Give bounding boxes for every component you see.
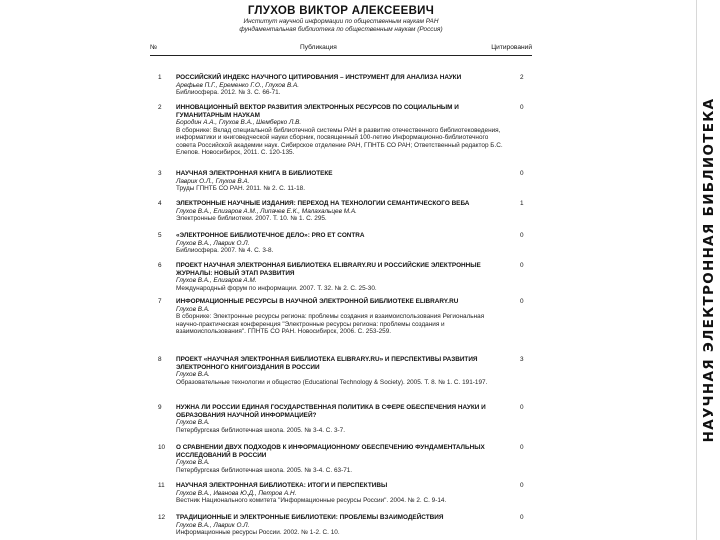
entry-authors: Арефьев П.Г., Еременко Г.О., Глухов В.А. bbox=[176, 81, 300, 89]
entry-citations: 0 bbox=[520, 232, 524, 239]
entry-number: 10 bbox=[158, 444, 166, 451]
entry-title[interactable]: НАУЧНАЯ ЭЛЕКТРОННАЯ БИБЛИОТЕКА: ИТОГИ И ПЕРСПЕКТИВЫ bbox=[176, 482, 388, 489]
entry-title[interactable]: ТРАДИЦИОННЫЕ И ЭЛЕКТРОННЫЕ БИБЛИОТЕКИ: ПРОБЛЕМЫ ВЗАИМОДЕЙСТВИЯ bbox=[176, 514, 444, 521]
side-banner-title: НАУЧНАЯ ЭЛЕКТРОННАЯ БИБЛИОТЕКА bbox=[701, 97, 717, 443]
entry-authors: Глухов В.А. bbox=[176, 419, 210, 426]
entry-number: 6 bbox=[158, 262, 162, 269]
entry-number: 4 bbox=[158, 200, 162, 207]
entry-authors: Глухов В.А., Елизаров А.М., Липачев Е.К., Малахальцев М.А. bbox=[176, 207, 357, 215]
entry-title[interactable]: НАУЧНАЯ ЭЛЕКТРОННАЯ КНИГА В БИБЛИОТЕКЕ bbox=[176, 170, 333, 177]
publication-list bbox=[150, 4, 532, 56]
table-header bbox=[150, 43, 532, 56]
entry-number: 9 bbox=[158, 404, 162, 411]
affiliation-line-1: Институт научной информации по общественным наукам РАН bbox=[243, 18, 439, 25]
entry-number: 7 bbox=[158, 298, 162, 305]
side-banner bbox=[696, 0, 720, 540]
entry-title[interactable]: ПРОЕКТ «НАУЧНАЯ ЭЛЕКТРОННАЯ БИБЛИОТЕКА ELIBRARY.RU» И ПЕРСПЕКТИВЫ РАЗВИТИЯ ЭЛЕКТРОННОГО КНИГОИЗДАНИЯ В РОССИИ bbox=[176, 356, 478, 371]
entry-authors: Глухов В.А. bbox=[176, 459, 210, 466]
entry-authors: Глухов В.А., Елизаров А.М. bbox=[176, 277, 257, 284]
entry-citations: 1 bbox=[520, 200, 524, 207]
affiliation-line-2: фундаментальная библиотека по общественным наукам (Россия) bbox=[239, 26, 443, 33]
entry-source: Библиосфера. 2007. № 4. С. 3-8. bbox=[176, 247, 274, 254]
entry-source: Труды ГПНТБ СО РАН. 2011. № 2. С. 11-18. bbox=[176, 185, 305, 192]
entry-source: Информационные ресурсы России. 2002. № 1-2. С. 10. bbox=[176, 529, 340, 536]
entry-source: Международный форум по информации. 2007. Т. 32. № 2. С. 25-30. bbox=[176, 284, 377, 292]
entry-title[interactable]: О СРАВНЕНИИ ДВУХ ПОДХОДОВ К ИНФОРМАЦИОННОМУ ОБЕСПЕЧЕНИЮ ФУНДАМЕНТАЛЬНЫХ ИССЛЕДОВАНИЙ В РОССИИ bbox=[176, 444, 485, 459]
entry-title[interactable]: РОССИЙСКИЙ ИНДЕКС НАУЧНОГО ЦИТИРОВАНИЯ – ИНСТРУМЕНТ ДЛЯ АНАЛИЗА НАУКИ bbox=[176, 74, 462, 81]
entry-source: Библиосфера. 2012. № 3. С. 66-71. bbox=[176, 89, 281, 96]
entry-number: 11 bbox=[158, 482, 165, 489]
entry-source: В сборнике: Электронные ресурсы региона: проблемы создания и взаимоиспользования Региональная научно-практическая конференция "Электронные ресурсы региона: проблемы создания и взаимоиспользования". ГПНТБ СО РАН. Новосибирск, 2006. С. 253-259. bbox=[176, 313, 485, 335]
entry-source: Петербургская библиотечная школа. 2005. № 3-4. С. 63-71. bbox=[176, 466, 353, 474]
entry-citations: 0 bbox=[520, 404, 524, 411]
entry-source: В сборнике: Вклад специальной библиотечной системы РАН в развитие отечественного библиотековедения, информатики и книговедческой науки сборник, посвященный 100-летию Информационно-библиотечного совета Российской академии наук. Сибирское отделение РАН, ГПНТБ СО РАН; Ответственный редактор Б.С. Елепов. Новосибирск, 2011. С. 120-135. bbox=[176, 126, 503, 156]
column-number: № bbox=[150, 44, 158, 51]
entry-number: 12 bbox=[158, 514, 166, 521]
entry-title[interactable]: ПРОЕКТ НАУЧНАЯ ЭЛЕКТРОННАЯ БИБЛИОТЕКА ELIBRARY.RU И РОССИЙСКИЕ ЭЛЕКТРОННЫЕ ЖУРНАЛЫ: НОВЫЙ ЭТАП РАЗВИТИЯ bbox=[176, 262, 481, 277]
entry-citations: 0 bbox=[520, 262, 524, 269]
entry-number: 8 bbox=[158, 356, 162, 363]
entry-authors: Глухов В.А., Лаврик О.Л. bbox=[176, 521, 250, 529]
entry-title[interactable]: ИННОВАЦИОННЫЙ ВЕКТОР РАЗВИТИЯ ЭЛЕКТРОННЫХ РЕСУРСОВ ПО СОЦИАЛЬНЫМ И ГУМАНИТАРНЫМ НАУКАМ bbox=[176, 104, 459, 119]
entry-authors: Глухов В.А. bbox=[176, 305, 210, 313]
entry-number: 5 bbox=[158, 232, 162, 239]
column-publication: Публикация bbox=[300, 44, 337, 51]
entry-source: Петербургская библиотечная школа. 2005. № 3-4. С. 3-7. bbox=[176, 426, 345, 434]
entry-citations: 2 bbox=[520, 74, 524, 81]
entry-title[interactable]: ЭЛЕКТРОННЫЕ НАУЧНЫЕ ИЗДАНИЯ: ПЕРЕХОД НА ТЕХНОЛОГИИ СЕМАНТИЧЕСКОГО ВЕБА bbox=[176, 200, 470, 207]
entry-source: Вестник Национального комитета "Информационные ресурсы России". 2004. № 2. С. 9-14. bbox=[176, 497, 447, 504]
entry-authors: Глухов В.А., Иванова Ю.Д., Петров А.Н. bbox=[176, 489, 297, 497]
entry-title[interactable]: «ЭЛЕКТРОННОЕ БИБЛИОТЕЧНОЕ ДЕЛО»: PRO ET CONTRA bbox=[176, 232, 365, 239]
entry-citations: 0 bbox=[520, 170, 524, 177]
entry-citations: 0 bbox=[520, 514, 524, 521]
entry-citations: 0 bbox=[520, 482, 524, 489]
entry-source: Электронные библиотеки. 2007. Т. 10. № 1. С. 295. bbox=[176, 215, 327, 222]
entry-number: 2 bbox=[158, 104, 162, 111]
entry-authors: Глухов В.А. bbox=[176, 371, 210, 378]
entry-authors: Бородин А.А., Глухов В.А., Шемберко Л.В. bbox=[176, 119, 302, 126]
entry-citations: 0 bbox=[520, 444, 524, 451]
column-citations: Цитирований bbox=[491, 44, 532, 51]
entry-citations: 3 bbox=[520, 356, 524, 363]
entry-authors: Глухов В.А., Лаврик О.Л. bbox=[176, 239, 250, 247]
author-name: ГЛУХОВ ВИКТОР АЛЕКСЕЕВИЧ bbox=[247, 5, 435, 17]
entry-number: 3 bbox=[158, 170, 162, 177]
entry-number: 1 bbox=[158, 74, 162, 81]
entry-source: Образовательные технологии и общество (Educational Technology & Society). 2005. Т. 8. № 1. С. 191-197. bbox=[176, 378, 488, 386]
entry-citations: 0 bbox=[520, 104, 524, 111]
entry-citations: 0 bbox=[520, 298, 524, 305]
entry-authors: Лаврик О.Л., Глухов В.А. bbox=[176, 177, 250, 185]
entry-title[interactable]: ИНФОРМАЦИОННЫЕ РЕСУРСЫ В НАУЧНОЙ ЭЛЕКТРОННОЙ БИБЛИОТЕКЕ ELIBRARY.RU bbox=[176, 298, 459, 305]
entry-title[interactable]: НУЖНА ЛИ РОССИИ ЕДИНАЯ ГОСУДАРСТВЕННАЯ ПОЛИТИКА В СФЕРЕ ОБЕСПЕЧЕНИЯ НАУКИ И ОБРАЗОВАНИЯ НАУЧНОЙ ИНФОРМАЦИЕЙ? bbox=[176, 404, 486, 419]
